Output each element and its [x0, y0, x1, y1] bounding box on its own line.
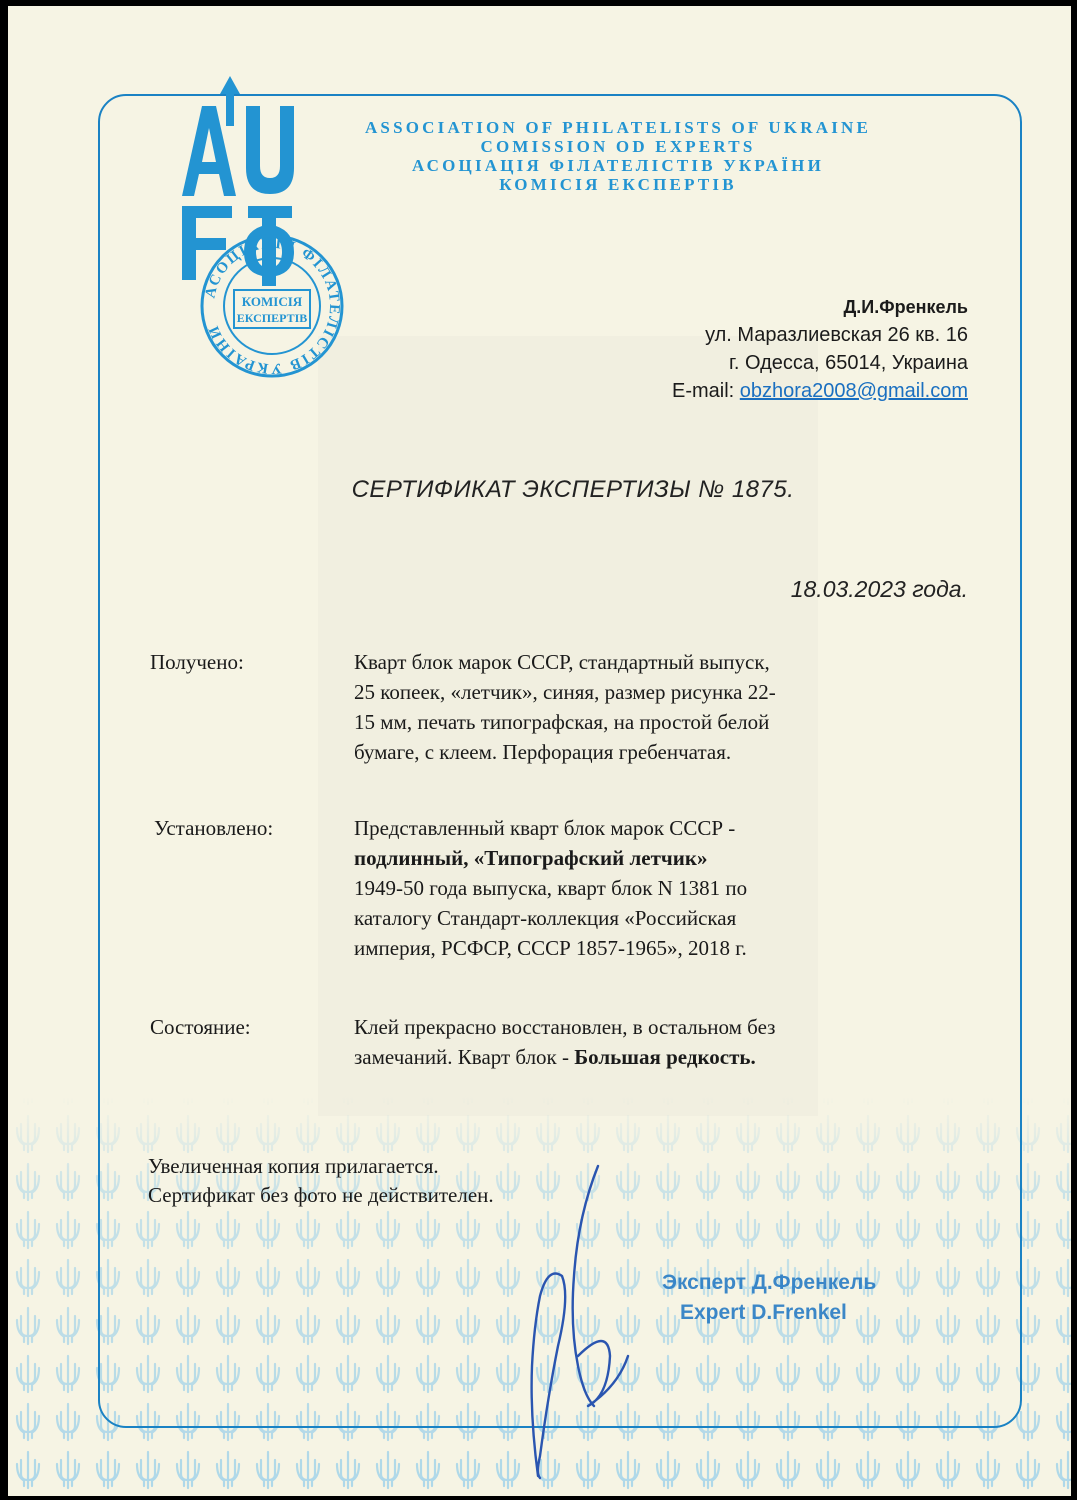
established-verdict: подлинный, «Типографский летчик» — [354, 846, 708, 870]
handwritten-signature — [478, 1156, 648, 1486]
footer-line: Увеличенная копия прилагается. — [148, 1154, 439, 1178]
seal-center-line2: ЕКСПЕРТІВ — [236, 311, 308, 325]
condition-rarity: Большая редкость. — [574, 1045, 756, 1069]
email-link[interactable]: obzhora2008@gmail.com — [739, 380, 968, 402]
received-label: Получено: — [150, 650, 244, 674]
expert-street: ул. Маразлиевская 26 кв. 16 — [705, 324, 968, 346]
footer-line: Сертификат без фото не действителен. — [148, 1183, 494, 1207]
established-line: Представленный кварт блок марок СССР - — [354, 816, 736, 840]
received-line: бумаге, с клеем. Перфорация гребенчатая. — [354, 740, 732, 764]
organization-header — [308, 118, 928, 194]
established-line: империя, РСФСР, СССР 1857-1965», 2018 г. — [354, 936, 747, 960]
email-label: E-mail: — [672, 380, 735, 402]
footer-notes — [148, 1152, 494, 1210]
certificate-date: 18.03.2023 года. — [790, 576, 968, 602]
certificate-title: СЕРТИФИКАТ ЭКСПЕРТИЗЫ № 1875. — [351, 476, 795, 503]
expert-stamp — [662, 1268, 876, 1328]
seal-center-line1: КОМІСІЯ — [241, 294, 303, 309]
stamp-line-en: Expert D.Frenkel — [680, 1301, 847, 1324]
org-line-en-1: ASSOCIATION OF PHILATELISTS OF UKRAINE — [364, 118, 872, 137]
established-text — [354, 813, 974, 963]
condition-label: Состояние: — [150, 1015, 251, 1039]
received-text — [354, 647, 974, 767]
established-label: Установлено: — [154, 816, 274, 840]
certificate-sheet — [8, 6, 1071, 1496]
condition-line: Клей прекрасно восстановлен, в остальном без — [354, 1015, 776, 1039]
received-line: 15 мм, печать типографская, на простой белой — [354, 710, 770, 734]
expert-name: Д.И.Френкель — [843, 297, 968, 317]
established-line: 1949-50 года выпуска, кварт блок N 1381 по — [354, 876, 748, 900]
association-logo — [168, 66, 368, 386]
org-line-en-2: COMISSION OD EXPERTS — [480, 137, 756, 156]
org-line-ua-2: КОМІСІЯ ЕКСПЕРТІВ — [499, 175, 737, 194]
condition-line — [354, 1042, 974, 1072]
received-line: Кварт блок марок СССР, стандартный выпуск, — [354, 650, 770, 674]
org-line-ua-1: АСОЦІАЦІЯ ФІЛАТЕЛІСТІВ УКРАЇНИ — [412, 156, 824, 175]
expert-address-block — [488, 293, 968, 405]
condition-text — [354, 1012, 974, 1072]
expert-email-line — [488, 377, 968, 405]
stamp-line-ru: Эксперт Д.Френкель — [662, 1271, 877, 1294]
established-line: каталогу Стандарт-коллекция «Российская — [354, 906, 737, 930]
expert-city: г. Одесса, 65014, Украина — [729, 352, 968, 374]
received-line: 25 копеек, «летчик», синяя, размер рисунка 22- — [354, 680, 776, 704]
condition-line2-plain: замечаний. Кварт блок - — [354, 1045, 575, 1069]
seal-ring-text: АСОЦІАЦІЯ ФІЛАТЕЛІСТІВ УКРАЇНИ — [202, 235, 343, 377]
